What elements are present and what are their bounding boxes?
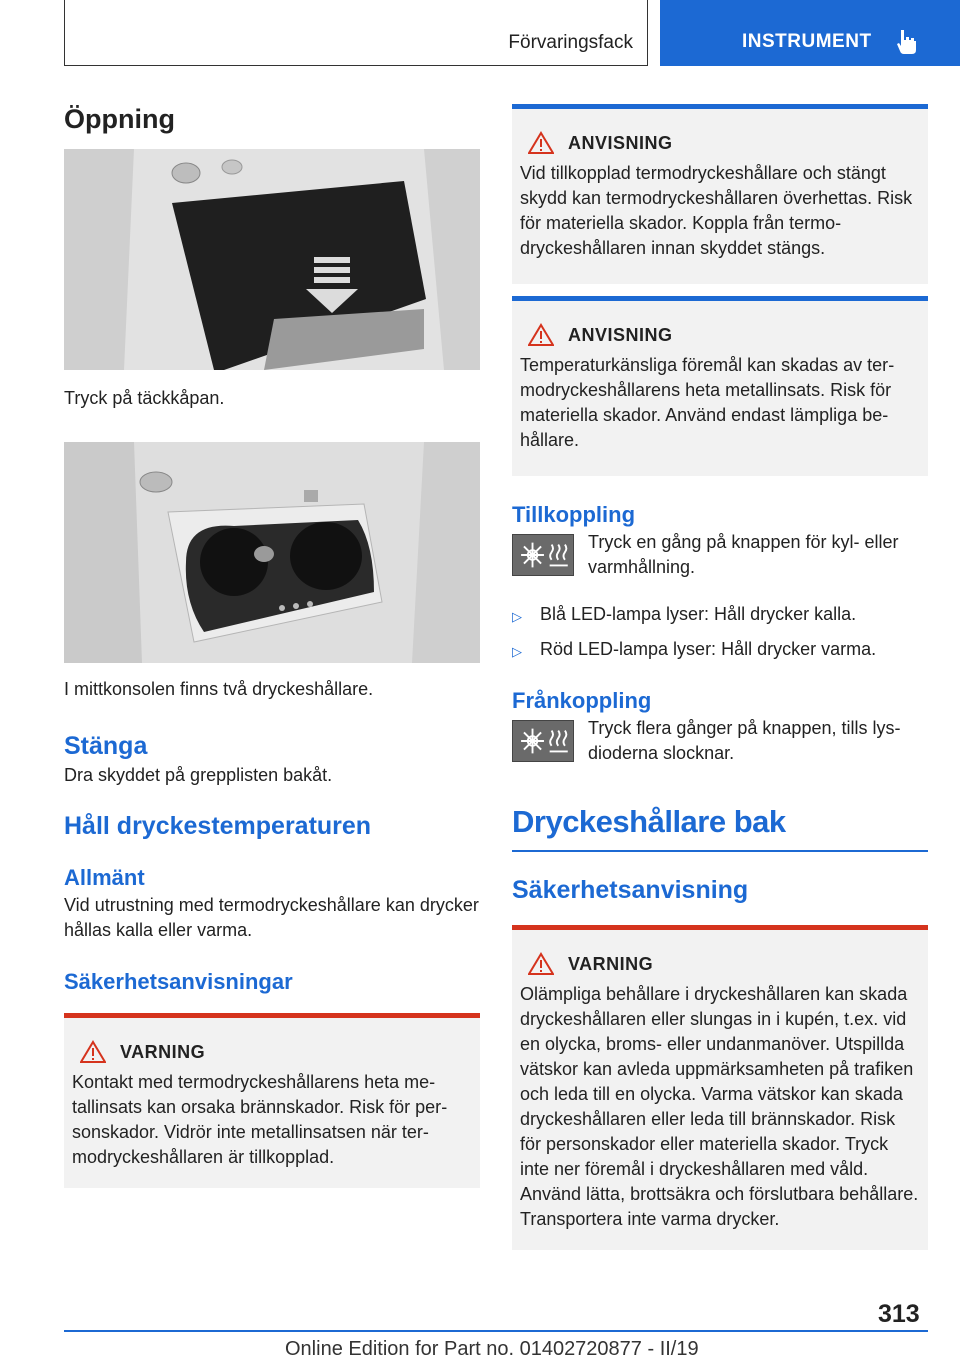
photo-cover-open	[64, 149, 480, 370]
header-chapter-title: INSTRUMENT	[742, 31, 872, 52]
notice-text: Vid tillkopplad termodryckeshållare och stängt skydd kan termodryckeshållaren överhettas. Risk för materiella skador. Koppla från termodryckeshållaren innan skyddet stängs.	[520, 163, 913, 258]
warning-title: VARNING	[520, 952, 920, 976]
caution-triangle-icon	[528, 131, 554, 155]
header-section-box	[64, 0, 648, 66]
bullet-blue-led: ▷ Blå LED-lampa lyser: Håll drycker kalla.	[512, 602, 928, 629]
notice-box-temperature	[512, 296, 928, 476]
heading-allmant: Allmänt	[64, 865, 145, 890]
heading-sakerhetsanvisningar: Säkerhetsanvisningar	[64, 969, 293, 994]
left-column	[64, 92, 480, 1188]
warning-box	[64, 1013, 480, 1188]
heading-oppning: Öppning	[64, 104, 175, 134]
footer-rule	[64, 1330, 928, 1332]
photo-cupholders	[64, 442, 480, 663]
climate-button-icon	[512, 534, 574, 576]
header-section-title: Förvaringsfack	[508, 32, 633, 53]
caption-two-cupholders: I mittkonsolen finns två dryckeshållare.	[64, 679, 374, 699]
footer-edition: Online Edition for Part no. 01402720877 - II/19	[285, 1338, 699, 1360]
heading-hall-dryckestemperaturen: Håll dryckestemperaturen	[64, 812, 372, 840]
heading-underline	[512, 850, 928, 852]
caption-press-cover: Tryck på täckkåpan.	[64, 388, 225, 408]
warning-triangle-icon	[80, 1040, 106, 1064]
heading-tillkoppling: Tillkoppling	[512, 502, 636, 527]
notice-title: ANVISNING	[520, 323, 920, 347]
warning-text: Olämpliga behållare i dryckeshållaren kan skada dryckeshållaren eller slungas in i kupén, t.ex. vid en olycka, broms- eller undanmanöver. Utspillda vätskor kan avleda uppmärksamheten på trafiken och leda till en olycka. Varma vätskor kan skada dryckeshållaren eller leda till brännskador. Risk för personskador eller materiella skador. Tryck inte ner föremål i dryckeshållaren med våld. Använd lätta, brottsäkra och förslutbara behållare. Transportera inte varma drycker.	[520, 984, 919, 1229]
pointing-hand-icon	[892, 26, 922, 56]
tillkoppling-row	[512, 534, 928, 580]
bullet-marker: ▷	[512, 609, 522, 624]
notice-box-overheat	[512, 104, 928, 284]
warning-title: VARNING	[72, 1040, 472, 1064]
bullet-marker: ▷	[512, 644, 522, 659]
text-frankoppling: Tryck flera gånger på knappen, tills lysdioderna slocknar.	[588, 718, 901, 763]
notice-text: Temperaturkänsliga föremål kan skadas av termodryckeshållarens heta metallinsats. Risk för materiella skador. Använd endast lämpliga behållare.	[520, 355, 895, 450]
heading-sakerhetsanvisning: Säkerhetsanvisning	[512, 876, 749, 904]
text-allmant: Vid utrustning med termodryckeshållare kan drycker hållas kalla eller varma.	[64, 895, 479, 940]
bullet-red-led: ▷ Röd LED-lampa lyser: Håll drycker varma.	[512, 637, 928, 664]
heading-dryckeshallare-bak: Dryckeshållare bak	[512, 804, 786, 839]
notice-title: ANVISNING	[520, 131, 920, 155]
warning-text: Kontakt med termodryckeshållarens heta metallinsats kan orsaka brännskador. Risk för personskador. Vidrör inte metallinsatsen när termodryckeshållaren är tillkopplad.	[72, 1072, 448, 1167]
climate-button-icon	[512, 720, 574, 762]
heading-frankoppling: Frånkoppling	[512, 688, 652, 713]
warning-triangle-icon	[528, 952, 554, 976]
right-column	[512, 104, 928, 1250]
frankoppling-row	[512, 720, 928, 766]
text-stanga: Dra skyddet på grepplisten bakåt.	[64, 765, 333, 785]
heading-stanga: Stänga	[64, 732, 148, 760]
warning-box-rear	[512, 925, 928, 1250]
header-chapter-tab	[660, 0, 960, 66]
text-tillkoppling: Tryck en gång på knappen för kyl- eller varmhållning.	[588, 532, 899, 577]
page-number: 313	[878, 1300, 920, 1328]
caution-triangle-icon	[528, 323, 554, 347]
